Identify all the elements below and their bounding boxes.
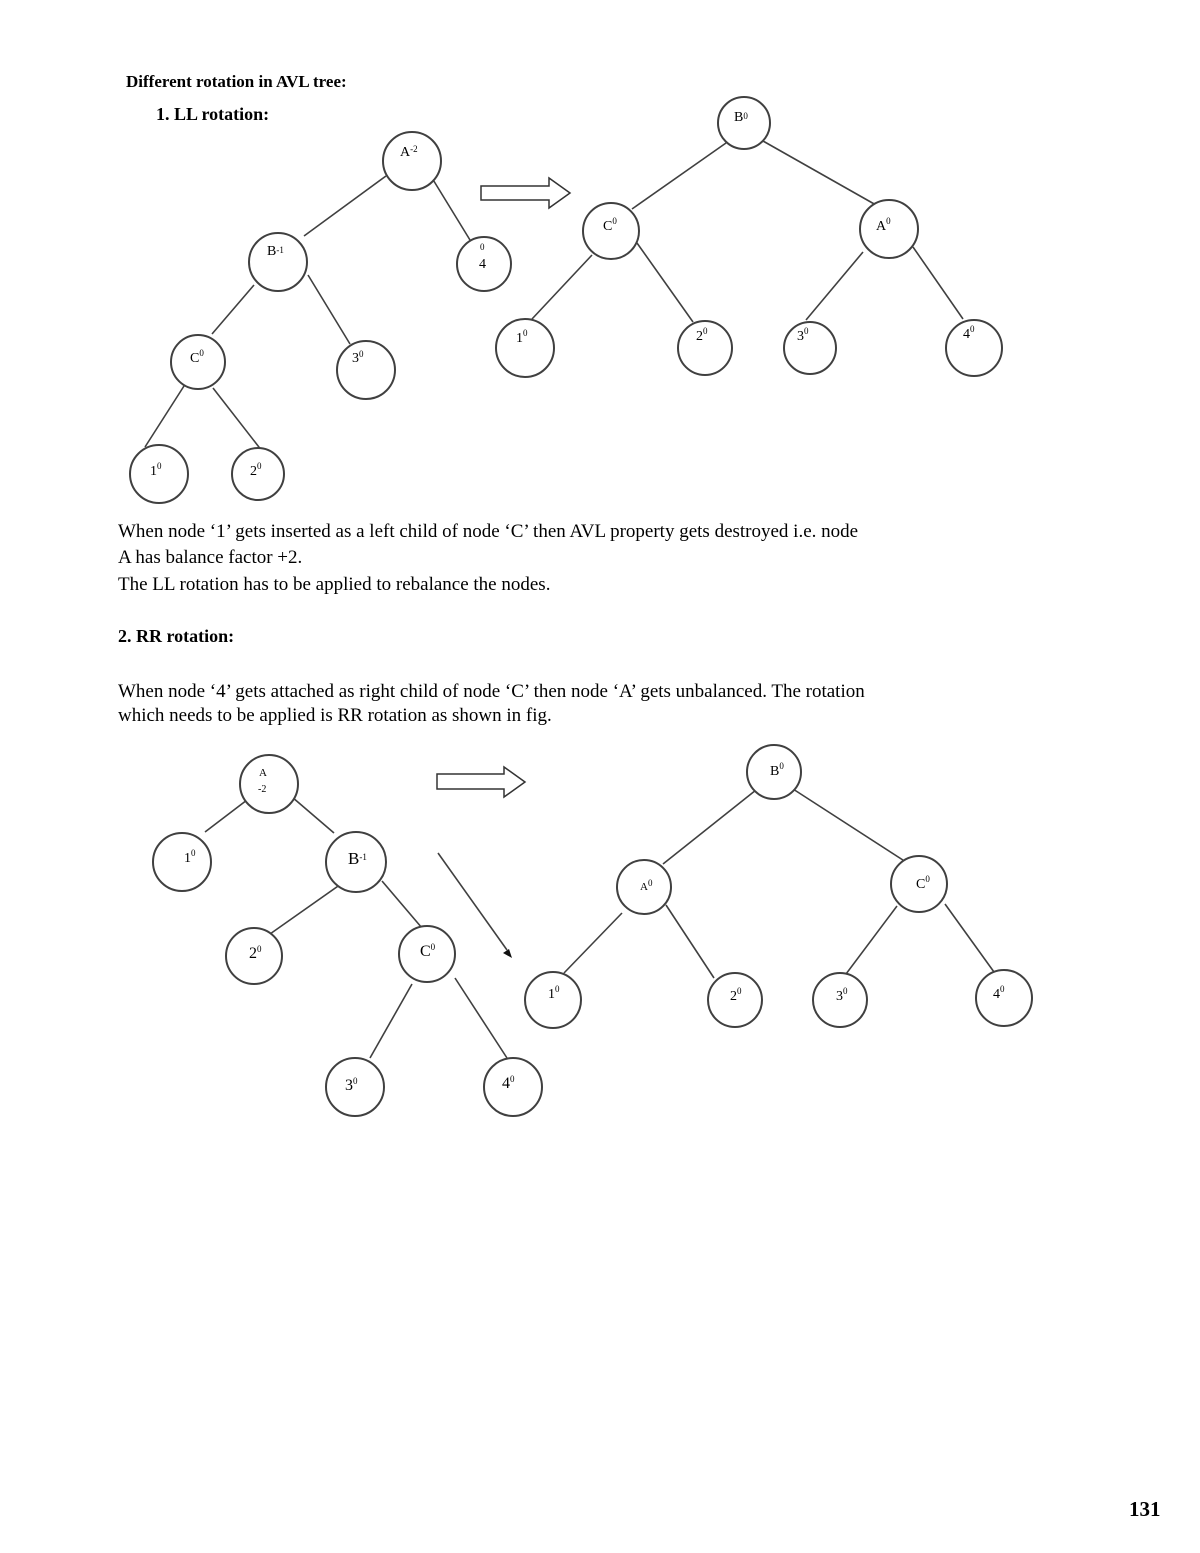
svg-text:B-1: B-1 xyxy=(267,244,284,259)
svg-text:B0: $B^0$ xyxy=(770,761,784,779)
svg-text:30: $3^0$ xyxy=(345,1076,358,1094)
rr-after-node-C xyxy=(891,856,947,912)
rr-paragraph-line-2: which needs to be applied is RR rotation as shown in fig. xyxy=(118,705,552,726)
ll-rotation-title: 1. LL rotation: xyxy=(156,104,270,124)
svg-text:A-2: $A^{-2}$ xyxy=(400,144,418,160)
ll-paragraph-line-2: A has balance factor +2. xyxy=(118,547,303,568)
svg-text:A0: $A^0$ xyxy=(640,878,653,893)
svg-text:10: $1^0$ xyxy=(516,328,528,346)
svg-text:B0: B0 xyxy=(734,110,748,125)
svg-text:0: 0 xyxy=(480,242,485,252)
svg-text:40: $4^0$ xyxy=(993,984,1005,1002)
rr-before-node-B xyxy=(326,832,386,892)
rr-before-node-C xyxy=(399,926,455,982)
svg-text:10: $1^0$ xyxy=(548,984,560,1002)
svg-text:-2: -2 xyxy=(258,784,267,795)
rr-before-node-1 xyxy=(153,833,211,891)
rr-after-node-A xyxy=(617,860,671,914)
rr-after-node-4 xyxy=(976,970,1032,1026)
svg-text:40: $4^0$ xyxy=(963,324,975,342)
svg-text:20: $2^0$ xyxy=(249,944,262,962)
svg-text:10: $1^0$ xyxy=(150,461,162,479)
svg-text:30: $3^0$ xyxy=(836,986,848,1004)
svg-text:20: $2^0$ xyxy=(730,986,742,1004)
svg-text:C0: $C^0$ xyxy=(916,874,930,892)
svg-text:A: A xyxy=(259,767,267,779)
svg-text:C0: $C^0$ xyxy=(420,942,436,960)
svg-text:A0: $A^0$ xyxy=(876,216,891,234)
rr-after-node-1 xyxy=(525,972,581,1028)
rr-before-node-A xyxy=(240,755,298,813)
rr-after-node-2 xyxy=(708,973,762,1027)
rr-transform-diagonal-arrowhead-icon xyxy=(503,949,512,958)
page-heading: Different rotation in AVL tree: xyxy=(126,72,347,91)
svg-text:20: $2^0$ xyxy=(250,461,262,479)
rr-transform-arrow-icon xyxy=(437,767,525,797)
svg-text:C0: $C^0$ xyxy=(603,216,617,234)
rr-after-node-B xyxy=(747,745,801,799)
rr-before-node-4 xyxy=(484,1058,542,1116)
svg-text:C0: $C^0$ xyxy=(190,348,204,366)
svg-text:30: $3^0$ xyxy=(352,349,364,366)
rr-before-node-3 xyxy=(326,1058,384,1116)
svg-text:30: $3^0$ xyxy=(797,326,809,344)
svg-text:4: 4 xyxy=(479,257,486,272)
ll-paragraph-line-1: When node ‘1’ gets inserted as a left child of node ‘C’ then AVL property gets destroyed i.e. node xyxy=(118,521,859,542)
ll-paragraph-line-3: The LL rotation has to be applied to rebalance the nodes. xyxy=(118,574,551,595)
rr-after-node-3 xyxy=(813,973,867,1027)
page-number: 131 xyxy=(1129,1497,1161,1521)
rr-rotation-title: 2. RR rotation: xyxy=(118,626,235,646)
rr-paragraph-line-1: When node ‘4’ gets attached as right child of node ‘C’ then node ‘A’ gets unbalanced. The rotation xyxy=(118,681,865,702)
svg-text:40: $4^0$ xyxy=(502,1074,515,1092)
svg-text:20: $2^0$ xyxy=(696,326,708,344)
svg-text:10: $1^0$ xyxy=(184,848,196,866)
rr-before-node-2 xyxy=(226,928,282,984)
svg-text:B-1: $B^{-1}$ xyxy=(348,849,367,868)
